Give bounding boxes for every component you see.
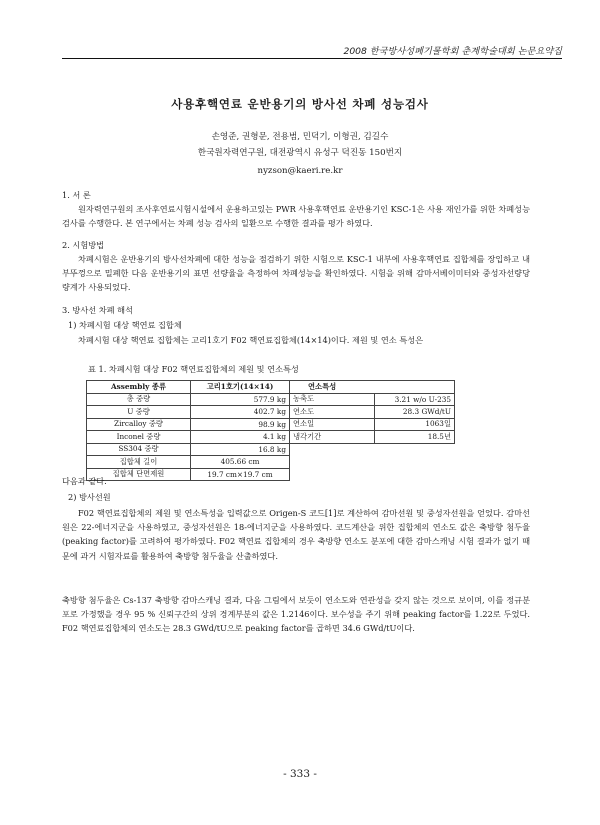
table-empty-cell [290,456,455,469]
table-empty-cell [290,443,455,456]
table-row [87,468,455,481]
table-cell: 1063일 [375,418,455,431]
table-cell: SS304 중량 [87,443,191,456]
section-1-heading: 1. 서 론 [62,190,91,200]
table-cell: 연소도 [290,406,375,419]
table-row [87,456,455,469]
section-3-2-heading: 2) 방사선원 [68,492,111,502]
table-row [87,418,455,431]
table-header-row [87,381,455,394]
header-rule [62,58,562,59]
table-cell: 4.1 kg [191,431,290,444]
table-row [87,393,455,406]
section-3-1-paragraph: 차폐시험 대상 핵연료 집합체는 고리1호기 F02 핵연료집합체(14×14)이다. 제원 및 연소 특성은 [78,335,424,345]
table-empty-cell [290,468,455,481]
table-cell: U 중량 [87,406,191,419]
table-cell: 18.5년 [375,431,455,444]
table-cell: 402.7 kg [191,406,290,419]
table-row [87,406,455,419]
authors: 손영준, 권형문, 전용범, 민덕기, 이형권, 김길수 [211,132,389,142]
table-caption: 표 1. 차폐시험 대상 F02 핵연료집합체의 제원 및 연소특성 [88,364,299,374]
running-header: 2008 한국방사성폐기물학회 춘계학술대회 논문요약집 [343,46,562,57]
affiliation: 한국원자력연구원, 대전광역시 유성구 덕진동 150번지 [197,147,403,158]
table-cell: Zircalloy 중량 [87,418,191,431]
section-2-heading: 2. 시험방법 [62,240,105,250]
table-cell: Inconel 중량 [87,431,191,444]
table-cell: 405.66 cm [191,456,290,469]
table-cell: 28.3 GWd/tU [375,406,455,419]
table-cell: 연소일 [290,418,375,431]
section-3-2-paragraph-1: F02 핵연료집합체의 제원 및 연소특성을 입력값으로 Origen-S 코드[1]로 계산하여 감마선원 및 중성자선원을 얻었다. 감마선원은 22-에너지군을 사용하였고, 중성자선원은 18-에너지군을 사용하였다. 코드계산을 위한 집합체의 연소도 값은 축방향 첨두율(peaking factor)를 고려하여 평가하였다. F02 핵연료 집합체의 경우 축방향 연소도 분포에 대한 감마스캐닝 시험 결과가 없기 때문에 과거 시험자료를 활용하여 축방향 첨두율을 산출하였다. [62,508,530,561]
section-3-heading: 3. 방사선 차폐 해석 [62,305,133,315]
table-cell: 집합체 길이 [87,456,191,469]
section-3-1-heading: 1) 차폐시험 대상 핵연료 집합체 [68,320,182,330]
page-number: - 333 - [283,768,317,780]
table-cell: 3.21 w/o U-235 [375,393,455,406]
table-cell: 농축도 [290,393,375,406]
table-cell: 98.9 kg [191,418,290,431]
table-cell: 577.9 kg [191,393,290,406]
table-cell: 16.8 kg [191,443,290,456]
section-3-2-paragraph-2: 축방향 첨두율은 Cs-137 축방향 감마스캐닝 결과, 다음 그림에서 보듯이 연소도와 연관성을 갖지 않는 것으로 보이며, 이를 정규분포로 가정했을 경우 95 % 신뢰구간의 상위 경계부분의 값은 1.2146이다. 보수성을 주기 위해 peaking factor를 1.22로 두었다. F02 핵연료집합체의 연소도는 28.3 GWd/tU으로 peaking factor를 곱하면 34.6 GWd/tU이다. [62,595,530,634]
table-header-cell: Assembly 종류 [87,381,191,394]
paper-title: 사용후핵연료 운반용기의 방사선 차폐 성능검사 [171,97,429,111]
table-header-cell: 연소특성 [290,381,455,394]
table-cell: 냉각기간 [290,431,375,444]
spec-table [86,380,455,481]
author-block [0,130,600,180]
section-2-paragraph: 차폐시험은 운반용기의 방사선차폐에 대한 성능을 점검하기 위한 시험으로 KSC-1 내부에 사용후핵연료 집합체를 장입하고 내부뚜껑으로 밀폐한 다음 운반용기의 표면 선량율을 측정하여 차폐성능을 확인하였다. 시험을 위해 감마서베이미터와 중성자선량당량계가 사용되었다. [62,254,530,293]
table-header-cell: 고리1호기(14×14) [191,381,290,394]
table-row [87,443,455,456]
section-1-paragraph: 원자력연구원의 조사후연료시험시설에서 운용하고있는 PWR 사용후핵연료 운반용기인 KSC-1은 사용 재인가를 위한 차폐성능 검사를 수행한다. 본 연구에서는 차폐 성능 검사의 일환으로 수행한 결과를 평가 하였다. [62,204,530,229]
table-row [87,431,455,444]
table-cell: 19.7 cm×19.7 cm [191,468,290,481]
table-cell: 총 중량 [87,393,191,406]
table-cell: 집합체 단면제원 [87,468,191,481]
email-link[interactable]: nyzson@kaeri.re.kr [257,166,343,176]
after-table-text: 다음과 같다. [62,476,107,486]
